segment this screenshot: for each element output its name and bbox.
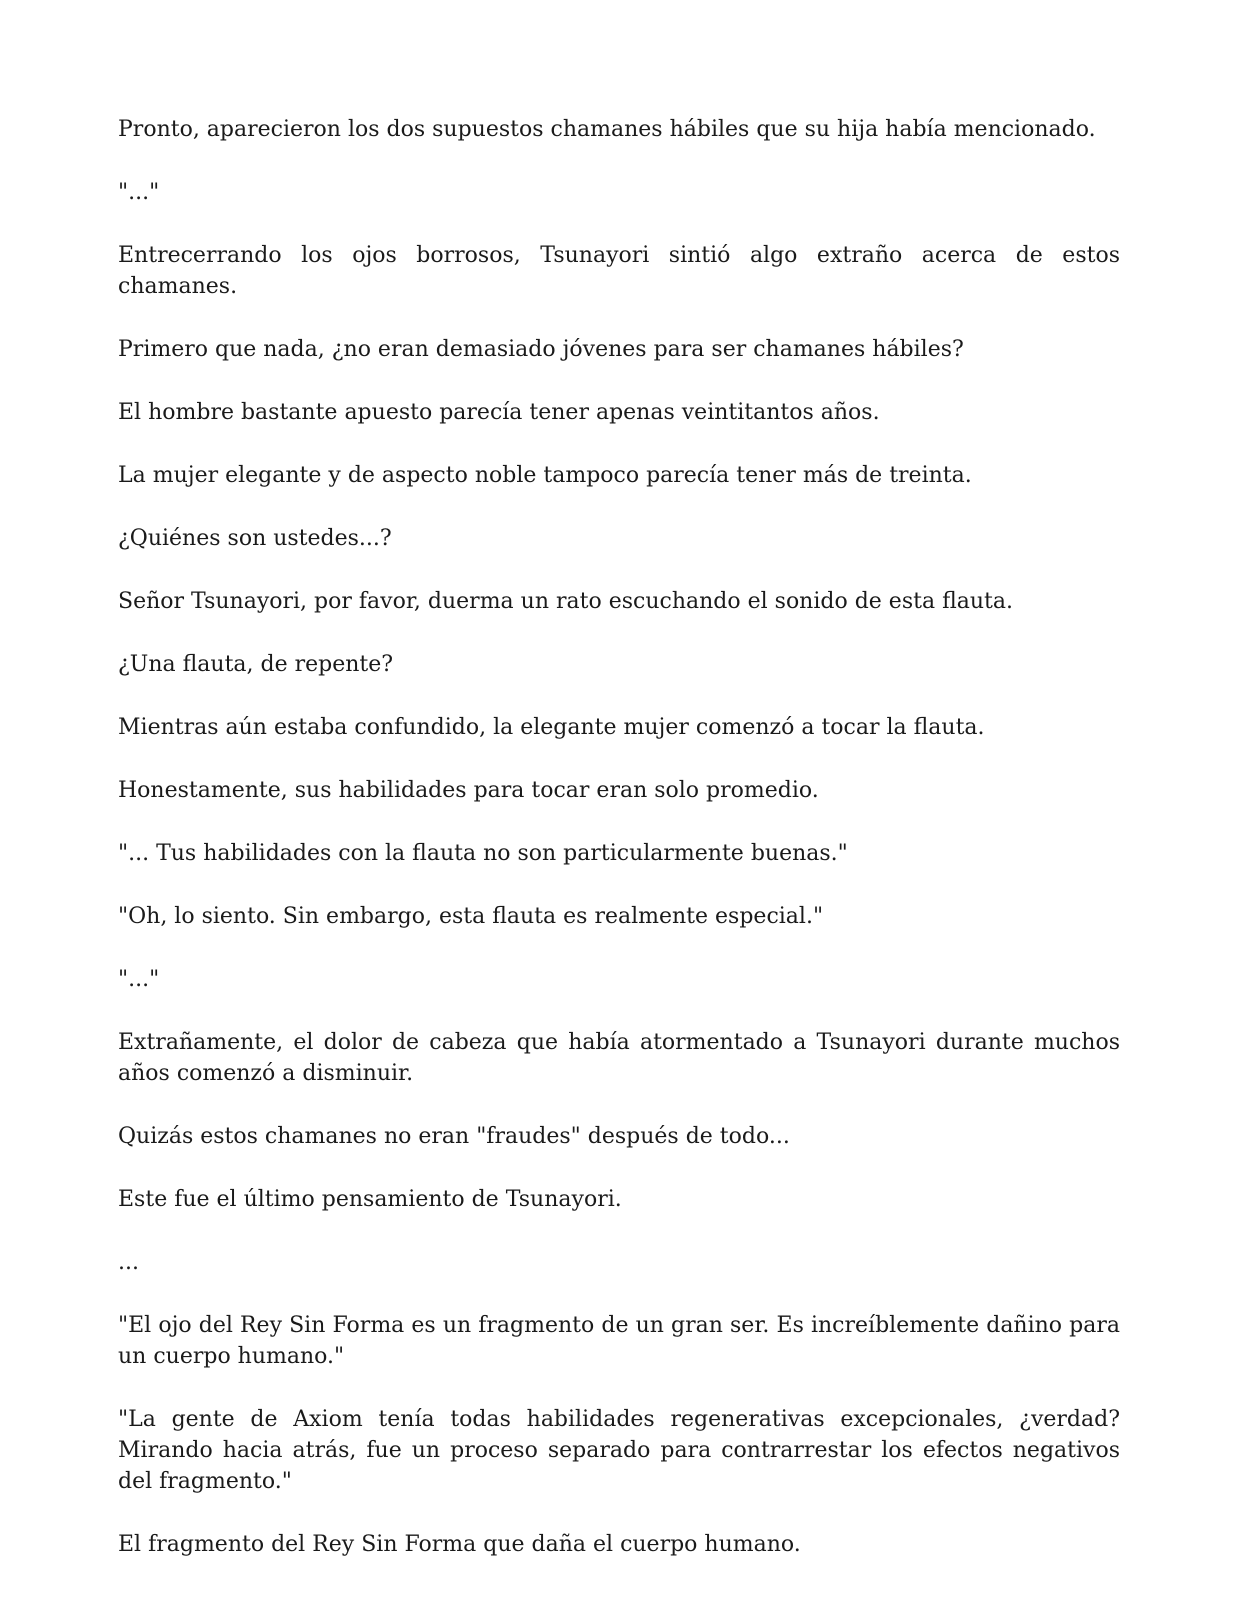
paragraph: "... Tus habilidades con la flauta no son particularmente buenas.": [118, 841, 848, 866]
paragraph: El fragmento del Rey Sin Forma que daña el cuerpo humano.: [118, 1532, 801, 1557]
paragraph: Pronto, aparecieron los dos supuestos chamanes hábiles que su hija había mencionado.: [118, 117, 1096, 142]
paragraph: "...": [118, 180, 160, 205]
paragraph: El hombre bastante apuesto parecía tener apenas veintitantos años.: [118, 400, 880, 425]
paragraph: ...: [118, 1250, 139, 1275]
paragraph: Señor Tsunayori, por favor, duerma un rato escuchando el sonido de esta flauta.: [118, 589, 1013, 614]
paragraph: La mujer elegante y de aspecto noble tampoco parecía tener más de treinta.: [118, 463, 972, 488]
paragraph: Primero que nada, ¿no eran demasiado jóvenes para ser chamanes hábiles?: [118, 337, 964, 362]
paragraph: Extrañamente, el dolor de cabeza que había atormentado a Tsunayori durante muchos años comenzó a disminuir.: [118, 1030, 1127, 1086]
paragraph: "La gente de Axiom tenía todas habilidades regenerativas excepcionales, ¿verdad? Mirando hacia atrás, fue un proceso separado para contrarrestar los efectos negativos del fragmento.": [118, 1407, 1127, 1494]
paragraph: "Oh, lo siento. Sin embargo, esta flauta es realmente especial.": [118, 904, 824, 929]
paragraph: ¿Quiénes son ustedes...?: [118, 526, 392, 551]
paragraph: Mientras aún estaba confundido, la elegante mujer comenzó a tocar la flauta.: [118, 715, 985, 740]
paragraph: Quizás estos chamanes no eran "fraudes" después de todo...: [118, 1124, 790, 1149]
paragraph: Honestamente, sus habilidades para tocar eran solo promedio.: [118, 778, 819, 803]
document-body: [118, 114, 1127, 1592]
paragraph: ¿Una flauta, de repente?: [118, 652, 394, 677]
paragraph: Entrecerrando los ojos borrosos, Tsunayori sintió algo extraño acerca de estos chamanes.: [118, 243, 1127, 299]
paragraph: "El ojo del Rey Sin Forma es un fragmento de un gran ser. Es increíblemente dañino para un cuerpo humano.": [118, 1313, 1127, 1369]
paragraph: Este fue el último pensamiento de Tsunayori.: [118, 1187, 622, 1212]
paragraph: "...": [118, 967, 160, 992]
